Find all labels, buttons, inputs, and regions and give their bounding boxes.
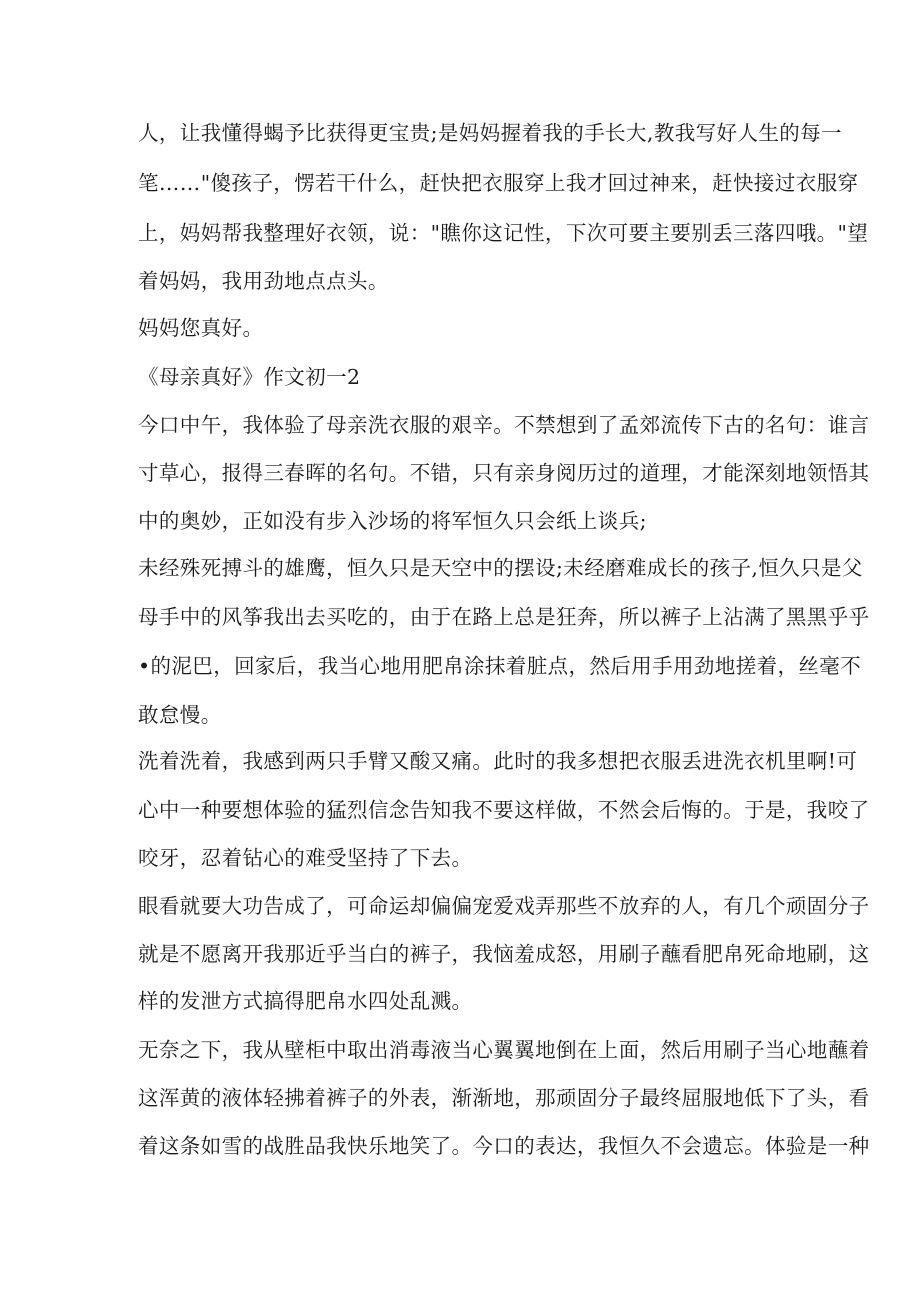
text-line: 眼看就要大功告成了，可命运却偏偏宠爱戏弄那些不放弃的人，有几个顽固分子: [138, 894, 870, 918]
text-line: 样的发泄方式搞得肥帛水四处乱溅。: [138, 989, 473, 1013]
text-line: •的泥巴，回家后，我当心地用肥帛涂抹着脏点，然后用手用劲地搓着，丝毫不: [138, 654, 862, 678]
text-line: 笔……"傻孩子，愣若干什么，赶快把衣服穿上我才回过神来，赶快接过衣服穿: [138, 171, 859, 195]
section-heading: 《母亲真好》作文初一2: [138, 365, 361, 389]
text-line: 无奈之下，我从壁柜中取出消毒液当心翼翼地倒在上面，然后用刷子当心地蘸着: [138, 1038, 870, 1062]
text-line: 妈妈您真好。: [138, 316, 264, 340]
text-line: 中的奥妙，正如没有步入沙场的将军恒久只会纸上谈兵;: [138, 509, 647, 533]
text-line: 寸草心，报得三春晖的名句。不错，只有亲身阅历过的道理，才能深刻地领悟其: [138, 461, 870, 485]
text-line: 人，让我懂得蝎予比获得更宝贵;是妈妈握着我的手长大,教我写好人生的每一: [138, 121, 842, 145]
text-line: 着这条如雪的战胜品我快乐地笑了。今口的表达，我恒久不会遗忘。体验是一种: [138, 1134, 870, 1158]
text-line: 敢怠慢。: [138, 703, 222, 727]
text-line: 着妈妈，我用劲地点点头。: [138, 269, 389, 293]
text-line: 咬牙，忍着钻心的难受坚持了下去。: [138, 846, 473, 870]
text-line: 洗着洗着，我感到两只手臂又酸又痛。此时的我多想把衣服丢进洗衣机里啊!可: [138, 749, 858, 773]
text-line: 上，妈妈帮我整理好衣领，说："瞧你这记性，下次可要主要别丢三落四哦。"望: [138, 221, 869, 245]
text-line: 就是不愿离开我那近乎当白的裤子，我恼羞成怒，用刷子蘸看肥帛死命地刷，这: [138, 942, 870, 966]
text-line: 这浑黄的液体轻拂着裤子的外表，渐渐地，那顽固分子最终屈服地低下了头，看: [138, 1086, 870, 1110]
text-line: 母手中的风筝我出去买吃的，由于在路上总是狂奔，所以裤子上沾满了黑黑乎乎: [138, 605, 870, 629]
text-line: 未经殊死搏斗的雄鹰，恒久只是天空中的摆设;未经磨难成长的孩子,恒久只是父: [138, 556, 863, 580]
text-line: 今口中午，我体验了母亲洗衣服的艰辛。不禁想到了孟郊流传下古的名句：谁言: [138, 413, 870, 437]
text-line: 心中一种要想体验的猛烈信念告知我不要这样做，不然会后悔的。于是，我咬了: [138, 798, 870, 822]
